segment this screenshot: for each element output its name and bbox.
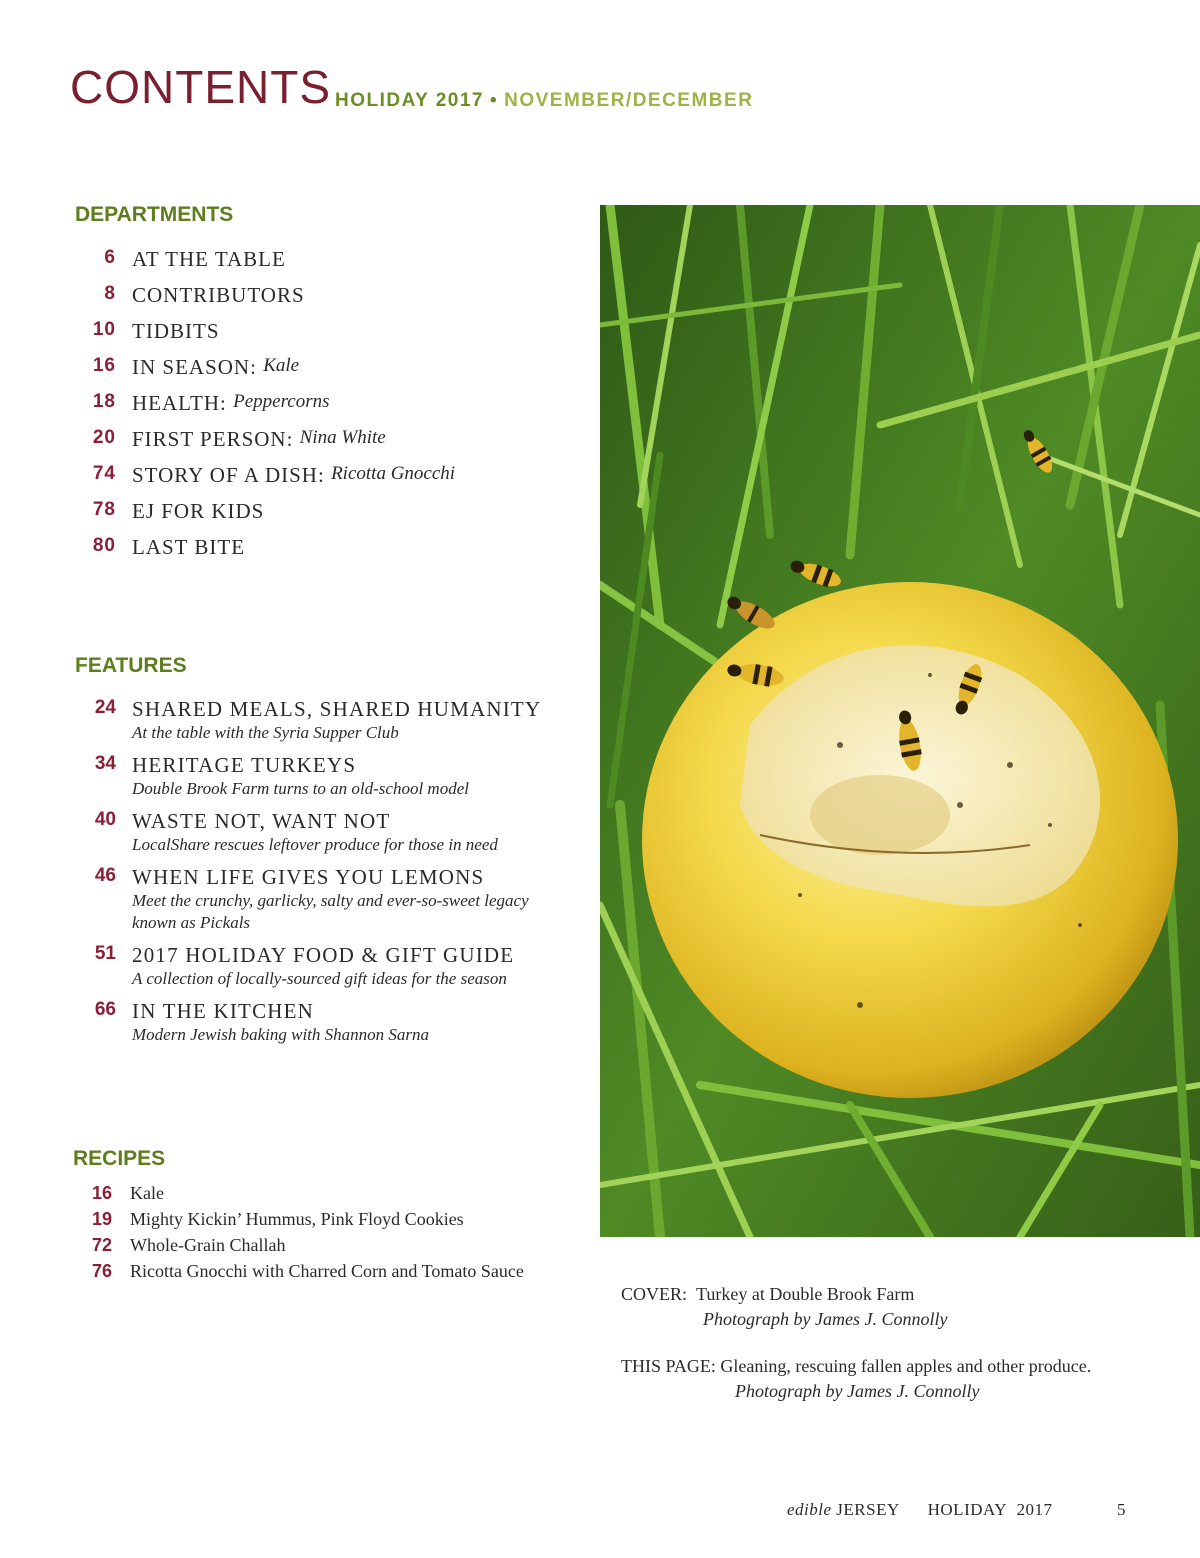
issue-separator: • (489, 90, 499, 111)
page-footer (787, 1500, 1126, 1520)
department-title: CONTRIBUTORS (132, 283, 305, 307)
cover-caption-label: COVER: (621, 1284, 688, 1304)
feature-item[interactable] (72, 998, 572, 1046)
cover-caption-text: Turkey at Double Brook Farm (696, 1284, 915, 1304)
recipe-item[interactable] (70, 1183, 524, 1209)
feature-title: HERITAGE TURKEYS (132, 753, 357, 777)
feature-title: WHEN LIFE GIVES YOU LEMONS (132, 865, 485, 889)
department-subtitle: Ricotta Gnocchi (331, 463, 456, 484)
recipes-heading: RECIPES (73, 1147, 166, 1170)
department-item[interactable] (72, 319, 455, 355)
feature-title: IN THE KITCHEN (132, 999, 315, 1023)
department-item[interactable] (72, 499, 455, 535)
department-item[interactable] (72, 391, 455, 427)
page-number: 34 (94, 753, 116, 774)
recipe-item[interactable] (70, 1235, 524, 1261)
recipe-item[interactable] (70, 1209, 524, 1235)
department-title: EJ FOR KIDS (132, 499, 265, 523)
page-number: 18 (92, 391, 116, 412)
feature-item[interactable] (72, 942, 572, 990)
department-item[interactable] (72, 283, 455, 319)
feature-description: At the table with the Syria Supper Club (132, 723, 399, 742)
features-heading: FEATURES (75, 654, 187, 677)
page-number: 72 (91, 1235, 112, 1255)
feature-item[interactable] (72, 696, 572, 744)
feature-description: LocalShare rescues leftover produce for those in need (132, 835, 498, 854)
page-number: 80 (92, 535, 116, 556)
page-header (70, 60, 754, 114)
page-number: 10 (92, 319, 116, 340)
page-caption (621, 1354, 1091, 1404)
department-title: AT THE TABLE (132, 247, 286, 271)
footer-year: 2017 (1016, 1500, 1053, 1519)
page-number: 74 (92, 463, 116, 484)
page-number: 51 (94, 943, 116, 964)
page-caption-text: Gleaning, rescuing fallen apples and other produce. (720, 1356, 1092, 1376)
department-item[interactable] (72, 355, 455, 391)
department-item[interactable] (72, 463, 455, 499)
feature-item[interactable] (72, 752, 572, 800)
feature-description: A collection of locally-sourced gift ideas for the season (132, 969, 507, 988)
footer-brand-edible: edible (787, 1500, 832, 1519)
cover-caption (621, 1282, 947, 1332)
feature-photo (600, 205, 1200, 1237)
page-number: 24 (94, 697, 116, 718)
page-number: 19 (91, 1209, 112, 1229)
department-title: FIRST PERSON: (132, 427, 294, 451)
page-title: CONTENTS (70, 61, 331, 113)
page-number: 20 (92, 427, 116, 448)
page-caption-label: THIS PAGE: (621, 1356, 716, 1376)
page-number: 76 (91, 1261, 112, 1281)
feature-description: Double Brook Farm turns to an old-school model (132, 779, 469, 798)
feature-item[interactable] (72, 808, 572, 856)
feature-description: Meet the crunchy, garlicky, salty and ever-so-sweet legacy known as Pickals (132, 891, 529, 932)
page-number: 8 (104, 283, 116, 304)
feature-item[interactable] (72, 864, 572, 934)
department-subtitle: Peppercorns (233, 391, 330, 412)
footer-brand-jersey: JERSEY (836, 1500, 900, 1519)
page-number: 16 (91, 1183, 112, 1203)
page-number: 16 (92, 355, 116, 376)
page-photo-credit: Photograph by James J. Connolly (735, 1381, 980, 1401)
recipe-title: Whole-Grain Challah (130, 1235, 286, 1255)
department-title: HEALTH: (132, 391, 227, 415)
page-number: 46 (94, 865, 116, 886)
departments-heading: DEPARTMENTS (75, 203, 234, 226)
departments-list (72, 247, 455, 571)
apple-in-grass-image (600, 205, 1200, 1237)
department-title: LAST BITE (132, 535, 246, 559)
feature-title: 2017 HOLIDAY FOOD & GIFT GUIDE (132, 943, 515, 967)
issue-name: HOLIDAY 2017 (335, 90, 484, 111)
recipe-title: Ricotta Gnocchi with Charred Corn and Tomato Sauce (130, 1261, 524, 1281)
feature-title: WASTE NOT, WANT NOT (132, 809, 391, 833)
cover-photo-credit: Photograph by James J. Connolly (703, 1309, 948, 1329)
page-number: 78 (92, 499, 116, 520)
department-item[interactable] (72, 247, 455, 283)
feature-description: Modern Jewish baking with Shannon Sarna (132, 1025, 430, 1044)
recipe-item[interactable] (70, 1261, 524, 1287)
department-subtitle: Kale (263, 355, 300, 376)
department-title: STORY OF A DISH: (132, 463, 325, 487)
recipe-title: Kale (130, 1183, 164, 1203)
issue-line (335, 90, 753, 112)
page-number: 66 (94, 999, 116, 1020)
department-title: TIDBITS (132, 319, 220, 343)
page-number: 40 (94, 809, 116, 830)
recipe-title: Mighty Kickin’ Hummus, Pink Floyd Cookies (130, 1209, 464, 1229)
department-subtitle: Nina White (299, 427, 386, 448)
department-item[interactable] (72, 427, 455, 463)
footer-issue: HOLIDAY (927, 1500, 1007, 1519)
department-item[interactable] (72, 535, 455, 571)
footer-page-number: 5 (1117, 1500, 1126, 1519)
department-title: IN SEASON: (132, 355, 257, 379)
features-list (72, 696, 572, 1054)
page-number: 6 (104, 247, 116, 268)
recipes-list (70, 1183, 524, 1287)
issue-months: NOVEMBER/DECEMBER (504, 90, 754, 111)
feature-title: SHARED MEALS, SHARED HUMANITY (132, 697, 542, 721)
